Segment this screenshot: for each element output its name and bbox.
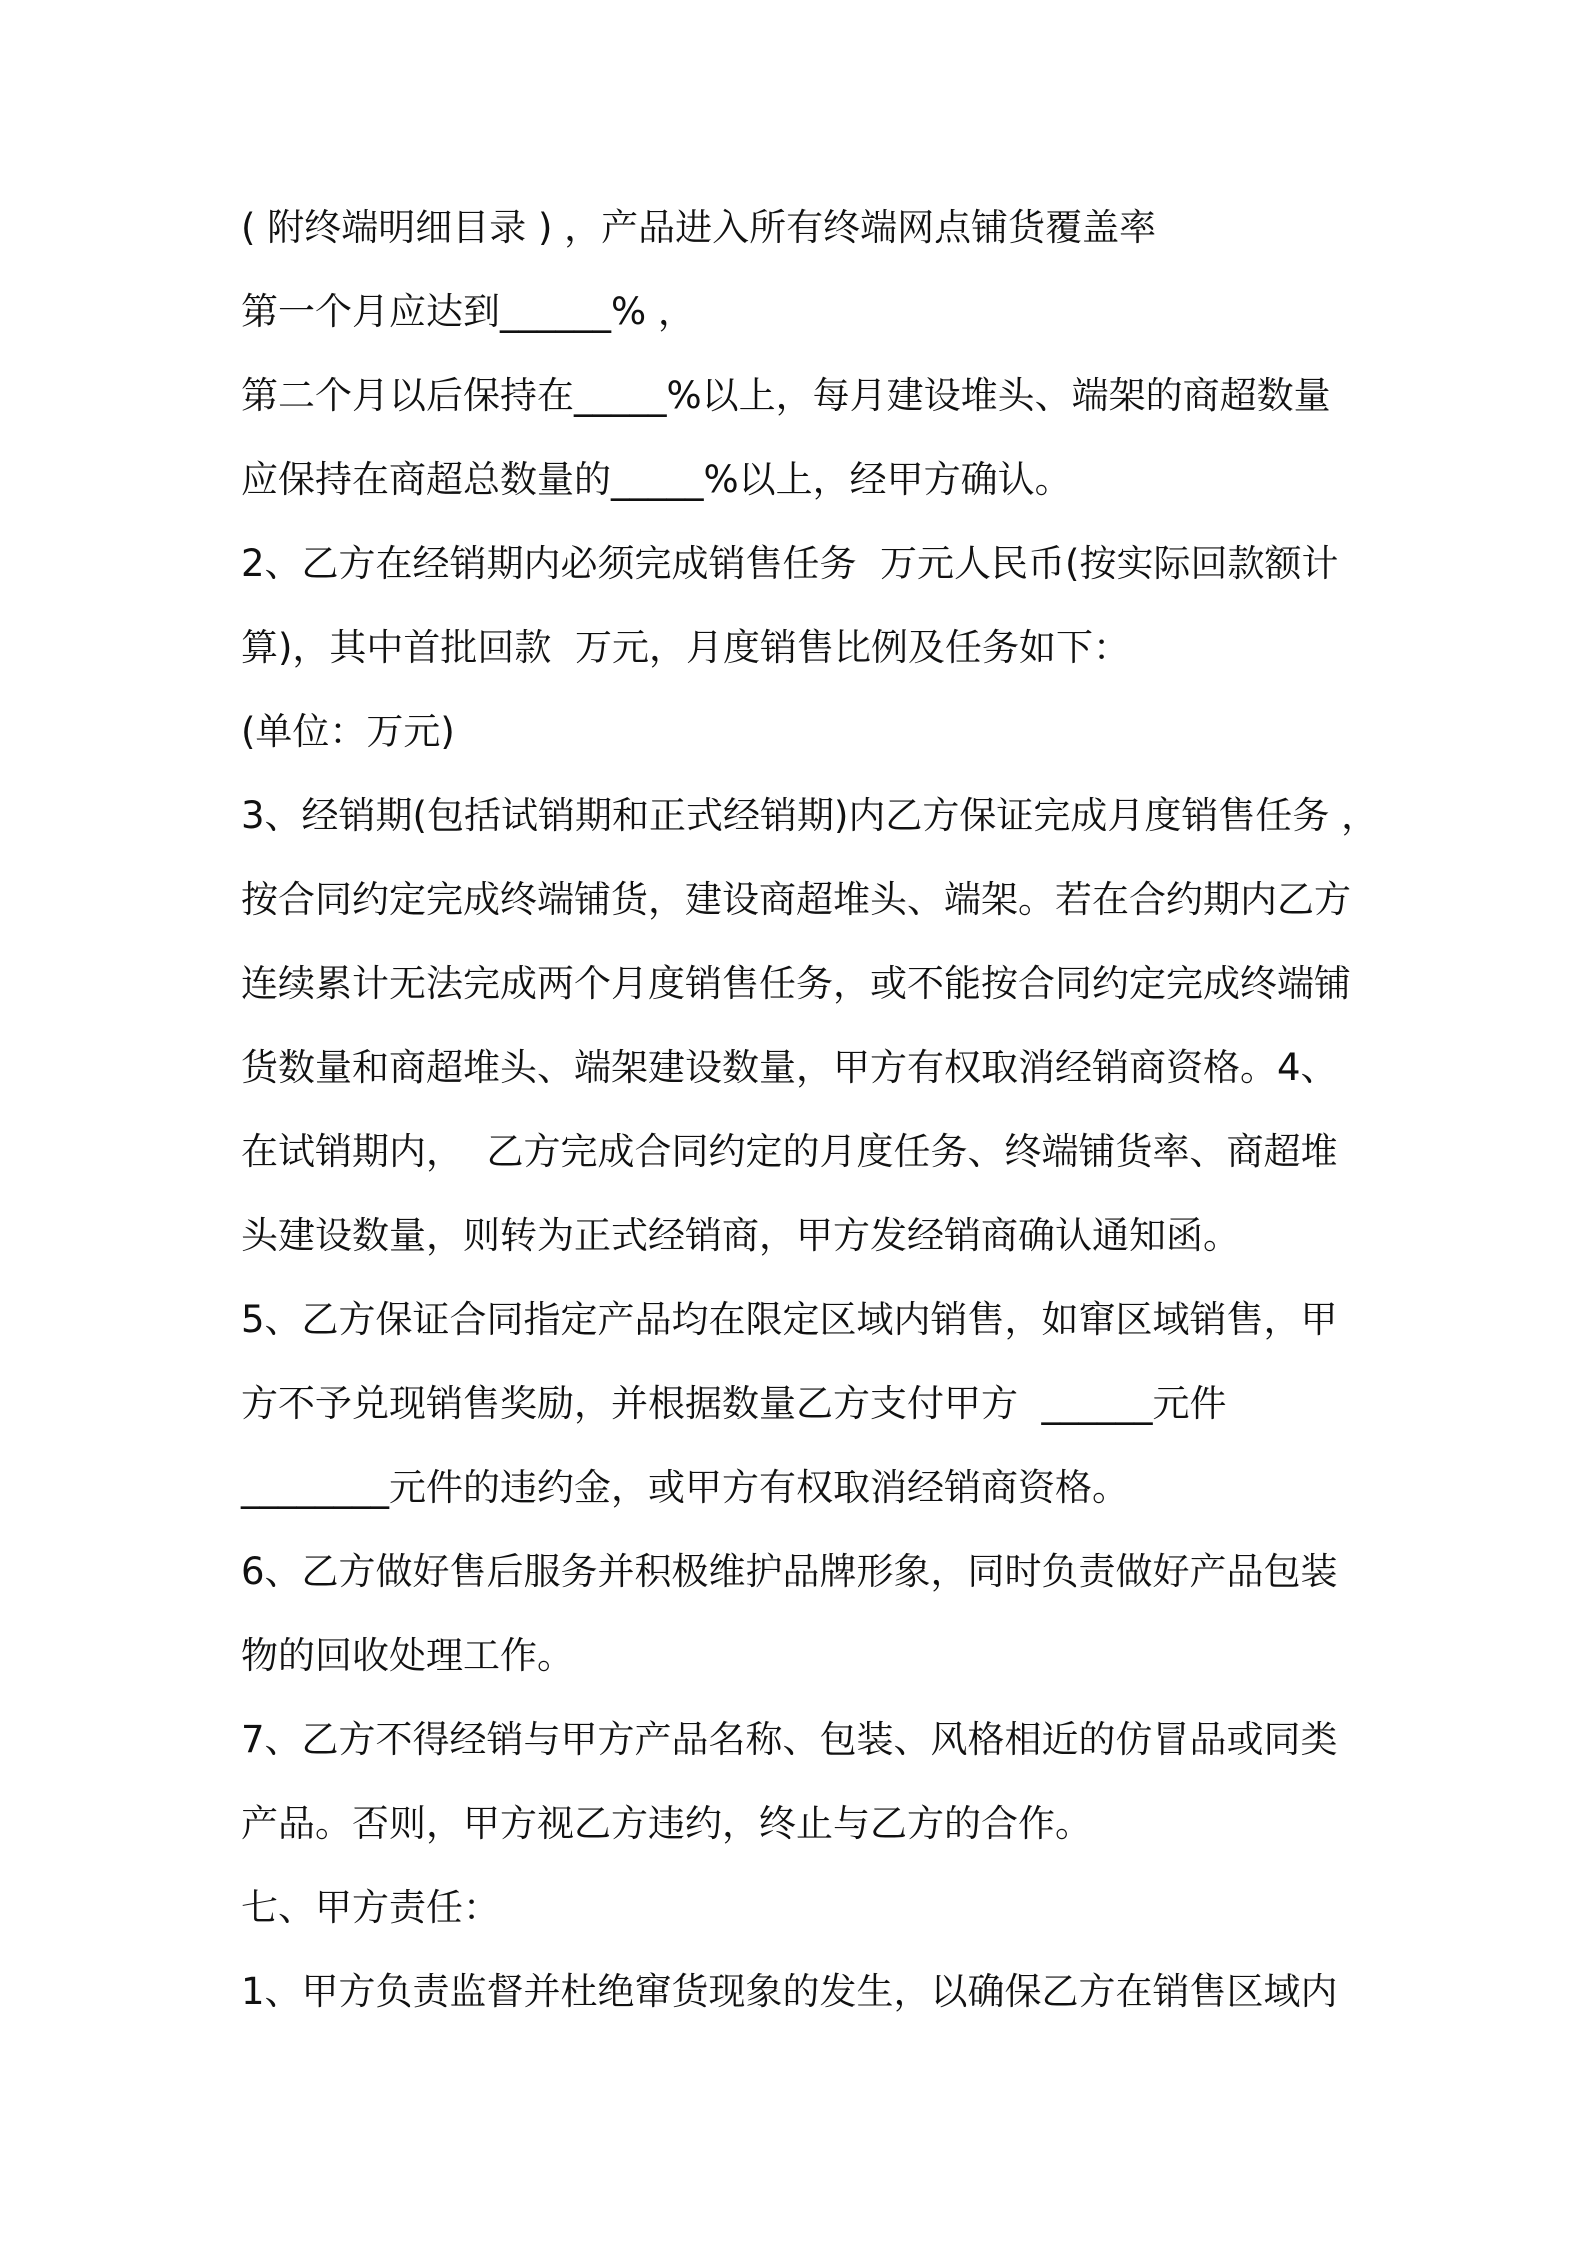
text-line: 5、乙方保证合同指定产品均在限定区域内销售，如窜区域销售，甲 (241, 1298, 1338, 1341)
text-line: 产品。否则，甲方视乙方违约，终止与乙方的合作。 (241, 1802, 1092, 1845)
text-line: 方不予兑现销售奖励，并根据数量乙方支付甲方 ______元件 (241, 1382, 1227, 1425)
text-line: 7、乙方不得经销与甲方产品名称、包装、风格相近的仿冒品或同类 (241, 1718, 1338, 1761)
text-line: 在试销期内， 乙方完成合同约定的月度任务、终端铺货率、商超堆 (241, 1130, 1338, 1173)
text-line: (单位：万元) (241, 710, 455, 753)
text-line: 6、乙方做好售后服务并积极维护品牌形象，同时负责做好产品包装 (241, 1550, 1338, 1593)
text-line: 3、经销期(包括试销期和正式经销期)内乙方保证完成月度销售任务 ， (241, 794, 1379, 837)
text-line: 物的回收处理工作。 (241, 1634, 574, 1677)
text-line: 第一个月应达到______% ， (241, 290, 695, 333)
text-line: ( 附终端明细目录 ) ，产品进入所有终端网点铺货覆盖率 (241, 206, 1157, 249)
text-line: 应保持在商超总数量的_____%以上，经甲方确认。 (241, 458, 1072, 501)
text-line: 1、甲方负责监督并杜绝窜货现象的发生，以确保乙方在销售区域内 (241, 1970, 1338, 2013)
text-line: 按合同约定完成终端铺货，建设商超堆头、端架。若在合约期内乙方 (241, 878, 1351, 921)
text-line: 2、乙方在经销期内必须完成销售任务 万元人民币(按实际回款额计 (241, 542, 1339, 585)
text-line: 连续累计无法完成两个月度销售任务，或不能按合同约定完成终端铺 (241, 962, 1351, 1005)
text-line: 第二个月以后保持在_____%以上，每月建设堆头、端架的商超数量 (241, 374, 1331, 417)
text-line: ________元件的违约金，或甲方有权取消经销商资格。 (241, 1466, 1129, 1509)
text-line: 算)，其中首批回款 万元，月度销售比例及任务如下： (241, 626, 1130, 669)
text-line: 头建设数量，则转为正式经销商，甲方发经销商确认通知函。 (241, 1214, 1240, 1257)
text-line: 货数量和商超堆头、端架建设数量，甲方有权取消经销商资格。4、 (241, 1046, 1338, 1089)
section-heading: 七、甲方责任： (241, 1886, 500, 1929)
